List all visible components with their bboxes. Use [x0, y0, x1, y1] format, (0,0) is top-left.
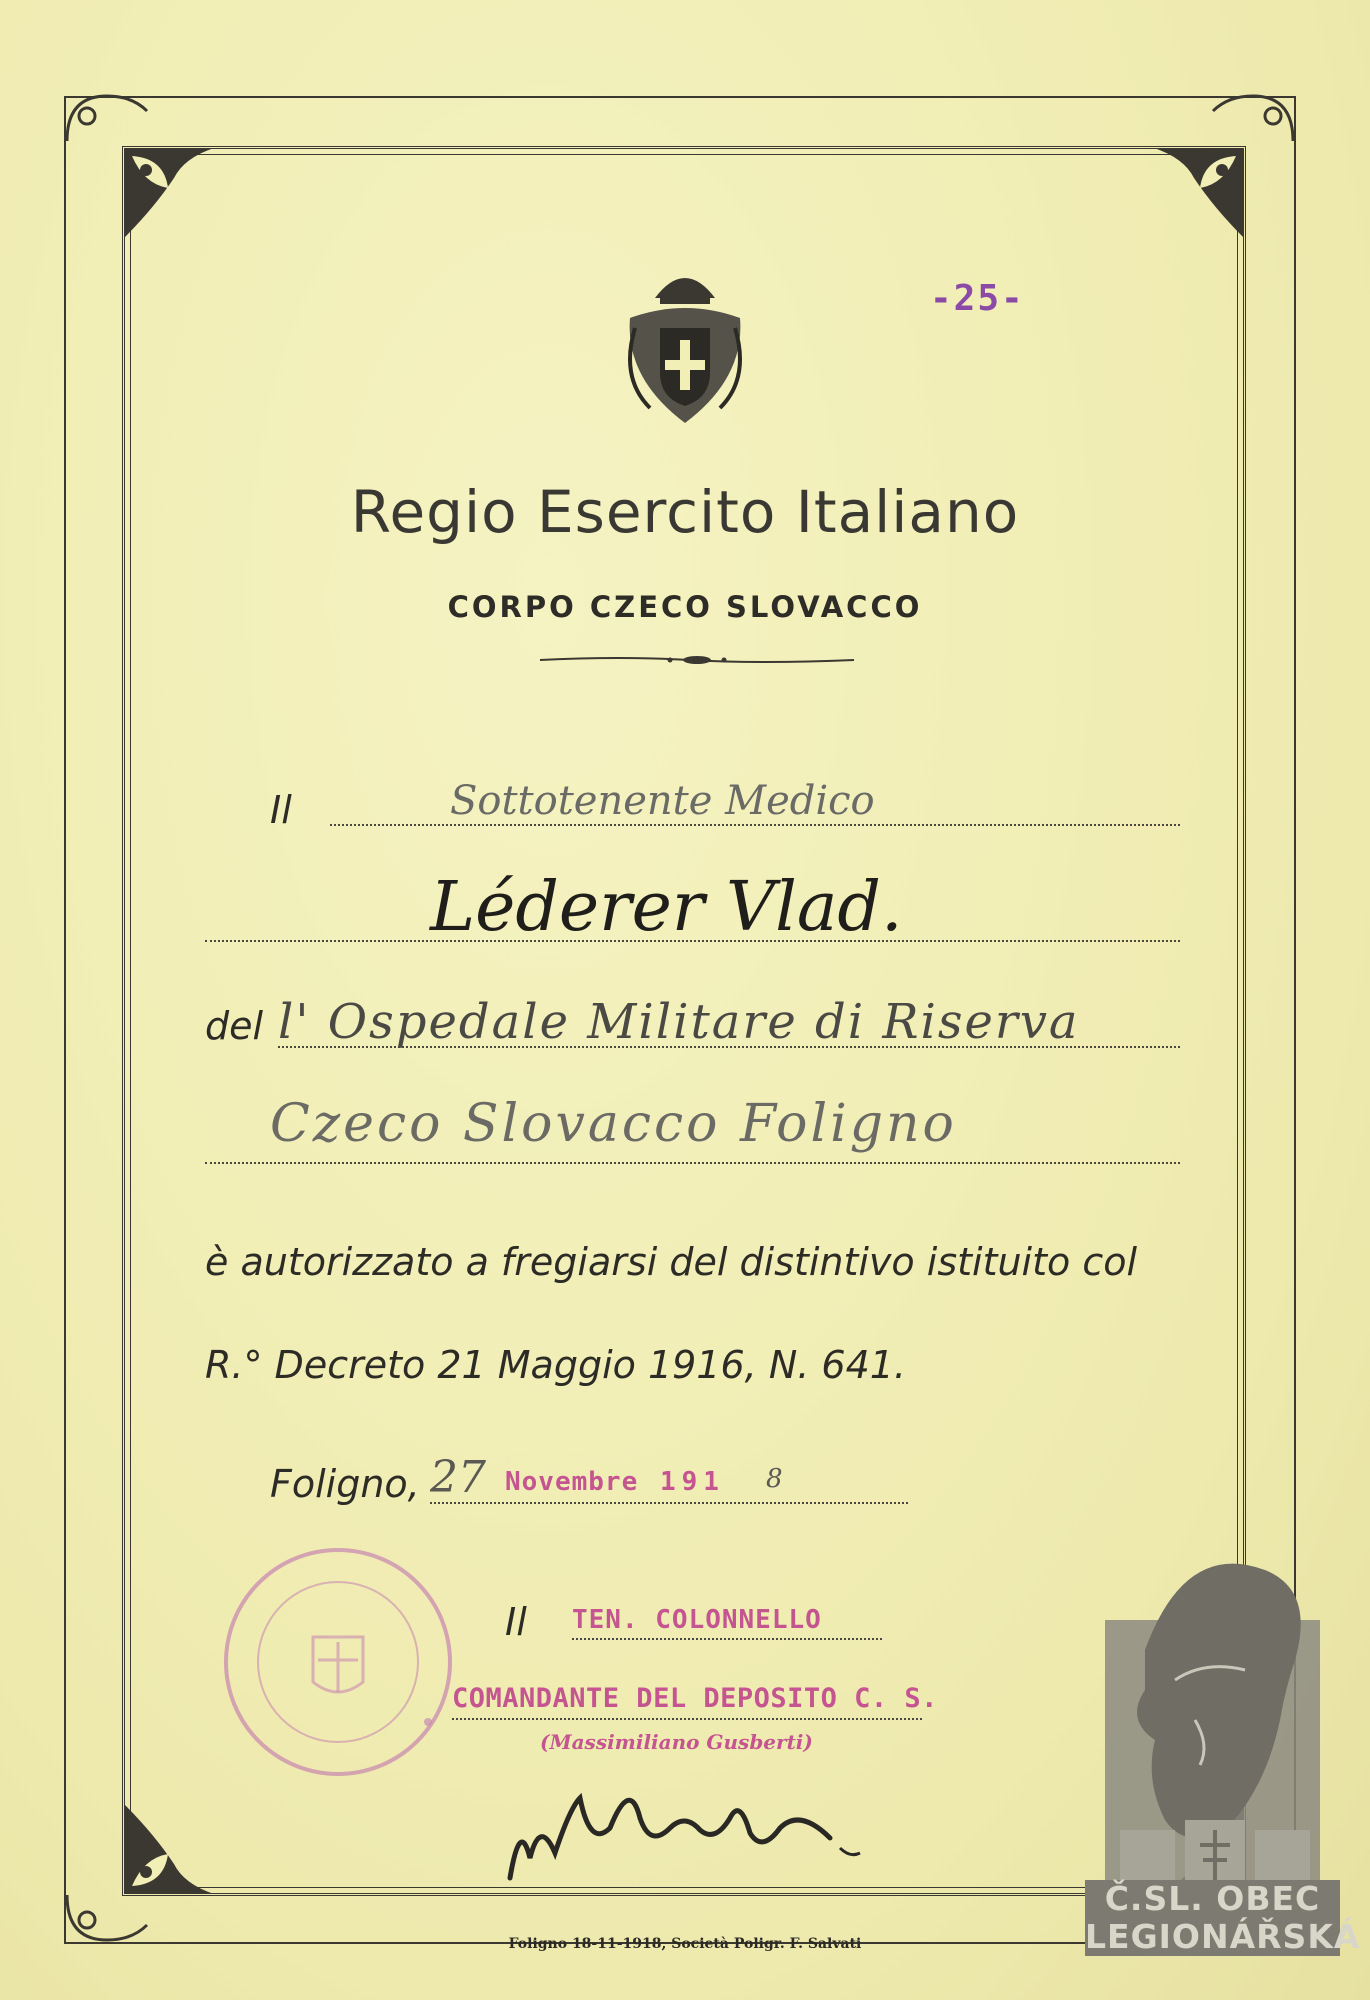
dotted-line: [572, 1638, 882, 1640]
handwritten-unit-line2: Czeco Slovacco Foligno: [270, 1094, 957, 1154]
label-il: Il: [270, 788, 292, 832]
official-seal-icon: [218, 1542, 458, 1782]
dotted-line: [452, 1718, 922, 1720]
corner-ornament-icon: [1148, 148, 1244, 244]
handwritten-unit-line1: l' Ospedale Militare di Riserva: [278, 994, 1080, 1050]
dotted-line: [278, 1046, 1180, 1048]
handwritten-rank: Sottotenente Medico: [450, 778, 875, 824]
handwritten-name: Léderer Vlad.: [430, 868, 903, 947]
corner-ornament-icon: [124, 1798, 220, 1894]
flourish-icon: [1208, 86, 1298, 146]
dotted-line: [430, 1502, 908, 1504]
divider-ornament-icon: [540, 652, 854, 668]
document-subtitle: CORPO CZECO SLOVACCO: [447, 590, 923, 624]
label-il-signatory: Il: [505, 1600, 527, 1644]
royal-crest-icon: [620, 258, 750, 428]
corner-ornament-icon: [124, 148, 220, 244]
signatory-rank-stamp: TEN. COLONNELLO: [572, 1605, 822, 1635]
document-title: Regio Esercito Italiano: [350, 478, 1020, 546]
handwritten-day: 27: [430, 1452, 486, 1503]
dotted-line: [205, 940, 1180, 942]
handwritten-year-digit: 8: [766, 1464, 783, 1494]
label-del: del: [205, 1004, 264, 1048]
signatory-name-stamp: (Massimiliano Gusberti): [540, 1730, 813, 1754]
date-year-stamp: 191: [660, 1467, 725, 1497]
handwritten-signature-icon: [500, 1758, 880, 1888]
legion-logo-icon: [1085, 1530, 1340, 1910]
watermark-text-line2: LEGIONÁŘSKÁ: [1085, 1917, 1361, 1956]
signatory-title-stamp: COMANDANTE DEL DEPOSITO C. S.: [452, 1683, 938, 1714]
place-label: Foligno,: [270, 1462, 420, 1506]
date-month-stamp: Novembre: [505, 1467, 639, 1497]
body-text-line1: è autorizzato a fregiarsi del distintivo istituito col: [205, 1240, 1138, 1284]
dotted-line: [205, 1162, 1180, 1164]
document-number-stamp: -25-: [930, 278, 1025, 319]
printer-imprint: Foligno 18-11-1918, Società Poligr. F. Salvati: [508, 1936, 862, 1952]
body-text-line2: R.° Decreto 21 Maggio 1916, N. 641.: [205, 1343, 907, 1387]
flourish-icon: [62, 86, 152, 146]
dotted-line: [330, 824, 1180, 826]
watermark-text-line1: Č.SL. OBEC: [1085, 1880, 1340, 1918]
